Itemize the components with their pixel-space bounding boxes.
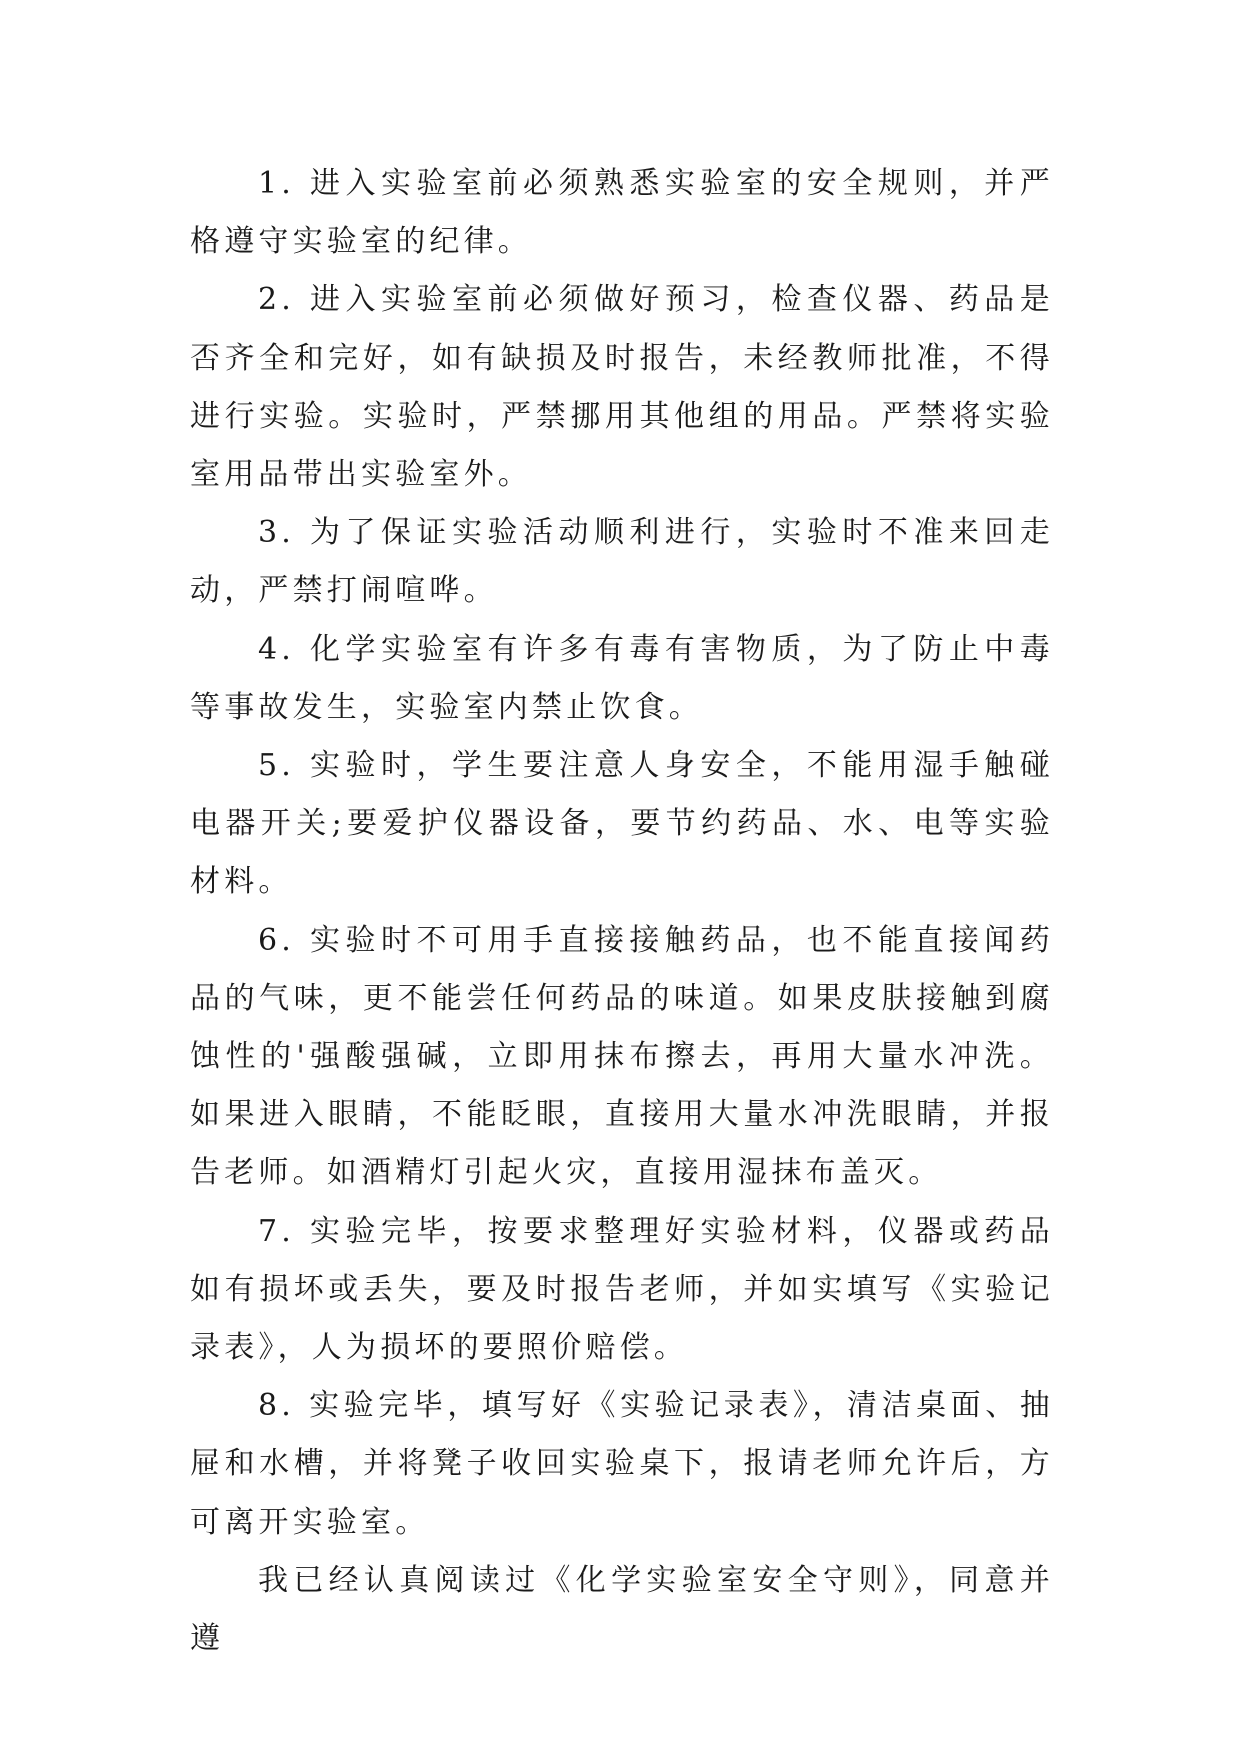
rule-paragraph-4: 4. 化学实验室有许多有毒有害物质，为了防止中毒等事故发生，实验室内禁止饮食。 <box>190 631 1054 725</box>
rule-paragraph-1: 1. 进入实验室前必须熟悉实验室的安全规则，并严格遵守实验室的纪律。 <box>190 166 1054 260</box>
rule-paragraph-2: 2. 进入实验室前必须做好预习，检查仪器、药品是否齐全和完好，如有缺损及时报告，未经教师批准，不得进行实验。实验时，严禁挪用其他组的用品。严禁将实验室用品带出实验室外。 <box>190 282 1054 493</box>
rule-paragraph-7: 7. 实验完毕，按要求整理好实验材料，仪器或药品如有损坏或丢失，要及时报告老师，并如实填写《实验记录表》，人为损坏的要照价赔偿。 <box>190 1213 1054 1366</box>
rule-paragraph-3: 3. 为了保证实验活动顺利进行，实验时不准来回走动，严禁打闹喧哗。 <box>190 515 1054 609</box>
document-body <box>190 155 1054 1668</box>
agreement-paragraph: 我已经认真阅读过《化学实验室安全守则》，同意并遵 <box>190 1562 1054 1657</box>
rule-paragraph-6: 6. 实验时不可用手直接接触药品，也不能直接闻药品的气味，更不能尝任何药品的味道。如果皮肤接触到腐蚀性的'强酸强碱，立即用抹布擦去，再用大量水冲洗。如果进入眼睛，不能眨眼，直接用大量水冲洗眼睛，并报告老师。如酒精灯引起火灾，直接用湿抹布盖灭。 <box>190 922 1054 1191</box>
rule-paragraph-8: 8. 实验完毕，填写好《实验记录表》，清洁桌面、抽屉和水槽，并将凳子收回实验桌下，报请老师允许后，方可离开实验室。 <box>190 1388 1054 1540</box>
rule-paragraph-5: 5. 实验时，学生要注意人身安全，不能用湿手触碰电器开关;要爱护仪器设备，要节约药品、水、电等实验材料。 <box>190 748 1054 900</box>
